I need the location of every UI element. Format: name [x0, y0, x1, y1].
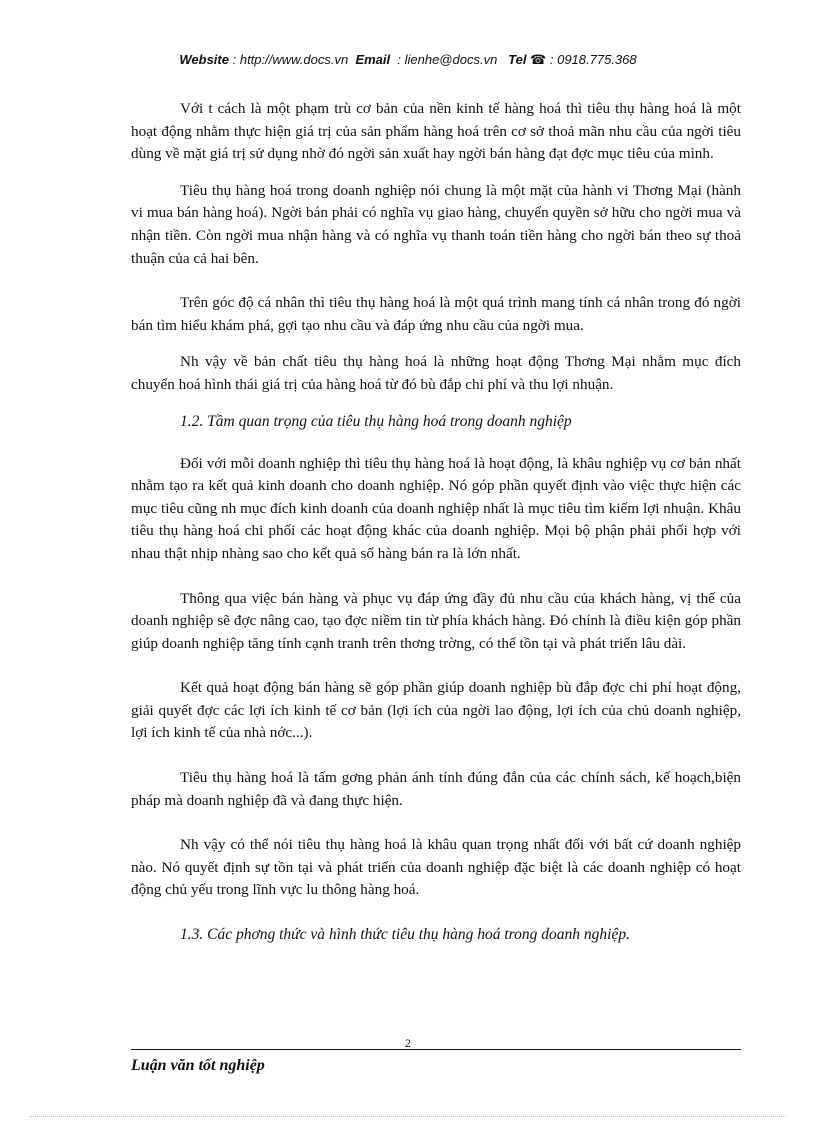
page-bottom-dotted-border	[30, 1116, 786, 1117]
website-url[interactable]: : http://www.docs.vn	[232, 52, 349, 67]
email-label: Email	[355, 52, 391, 67]
website-label: Website	[179, 52, 229, 67]
section-heading: 1.2. Tầm quan trọng của tiêu thụ hàng hoá trong doanh nghiệp	[180, 412, 572, 430]
paragraph: Đối với mỗi doanh nghiệp thì tiêu thụ hàng hoá là hoạt động, là khâu nghiệp vụ cơ bản nhất nhằm tạo ra kết quả kinh doanh cho doanh nghiệp. Nó góp phần quyết định vào việc thực hiện các mục tiêu cũng nh mục đích kinh doanh của doanh nghiệp nhất là mục tiêu tìm kiếm lợi nhuận. Khâu tiêu thụ hàng hoá chi phối các hoạt động khác của doanh nghiệp. Mọi bộ phận phải phối hợp với nhau thật nhịp nhàng sao cho kết quả số hàng bán ra là lớn nhất.	[131, 454, 741, 562]
footer-title: Luận văn tốt nghiệp	[131, 1057, 265, 1074]
section-heading: 1.3. Các phơng thức và hình thức tiêu thụ hàng hoá trong doanh nghiệp.	[180, 926, 630, 944]
email-value[interactable]: : lienhe@docs.vn	[397, 52, 498, 67]
paragraph: Tiêu thụ hàng hoá là tấm gơng phản ánh tính đúng đắn của các chính sách, kế hoạch,biện pháp mà doanh nghiệp đã và đang thực hiện.	[131, 769, 741, 809]
paragraph: Với t cách là một phạm trù cơ bản của nền kinh tế hàng hoá thì tiêu thụ hàng hoá là một hoạt động nhằm thực hiện giá trị của sản phẩm hàng hoá trên cơ sở thoả mãn nhu cầu của ngời tiêu dùng về mặt giá trị sử dụng nhờ đó ngời sản xuất hay ngời bán hàng đạt đợc mục tiêu của mình.	[131, 100, 741, 163]
paragraph: Tiêu thụ hàng hoá trong doanh nghiệp nói chung là một mặt của hành vi Thơng Mại (hành vi mua bán hàng hoá). Ngời bán phải có nghĩa vụ giao hàng, chuyển quyền sở hữu cho ngời mua và nhận tiền. Còn ngời mua nhận hàng và có nghĩa vụ thanh toán tiền hàng cho ngời bán theo sự thoả thuận của cả hai bên.	[131, 181, 741, 267]
paragraph: Trên góc độ cá nhân thì tiêu thụ hàng hoá là một quá trình mang tính cá nhân trong đó ngời bán tìm hiểu khám phá, gợi tạo nhu cầu và đáp ứng nhu cầu của ngời mua.	[131, 294, 741, 334]
paragraph: Nh vậy có thể nói tiêu thụ hàng hoá là khâu quan trọng nhất đối với bất cứ doanh nghiệp nào. Nó quyết định sự tồn tại và phát triển của doanh nghiệp đặc biệt là các doanh nghiệp có hoạt động chủ yếu trong lĩnh vực lu thông hàng hoá.	[131, 836, 741, 899]
page-header	[0, 52, 816, 68]
tel-value: : 0918.775.368	[549, 52, 637, 67]
page-number: 2	[405, 1036, 411, 1050]
document-body	[131, 98, 741, 966]
paragraph: Nh vậy về bản chất tiêu thụ hàng hoá là những hoạt động Thơng Mại nhằm mục đích chuyển hoá hình thái giá trị của hàng hoá từ đó bù đắp chi phí và thu lợi nhuận.	[131, 353, 741, 393]
footer-divider	[131, 1049, 741, 1050]
tel-label: Tel ☎	[508, 52, 547, 67]
paragraph: Kết quả hoạt động bán hàng sẽ góp phần giúp doanh nghiệp bù đắp đợc chi phí hoạt động, giải quyết đợc các lợi ích kinh tế cơ bản (lợi ích của ngời lao động, lợi ích của chủ doanh nghiệp, lợi ích kinh tế của nhà nớc...).	[131, 679, 741, 742]
paragraph: Thông qua việc bán hàng và phục vụ đáp ứng đầy đủ nhu cầu của khách hàng, vị thế của doanh nghiệp sẽ đợc nâng cao, tạo đợc niềm tin từ phía khách hàng. Đó chính là điều kiện góp phần giúp doanh nghiệp tăng tính cạnh tranh trên thơng trờng, có thể tồn tại và phát triển lâu dài.	[131, 589, 741, 652]
